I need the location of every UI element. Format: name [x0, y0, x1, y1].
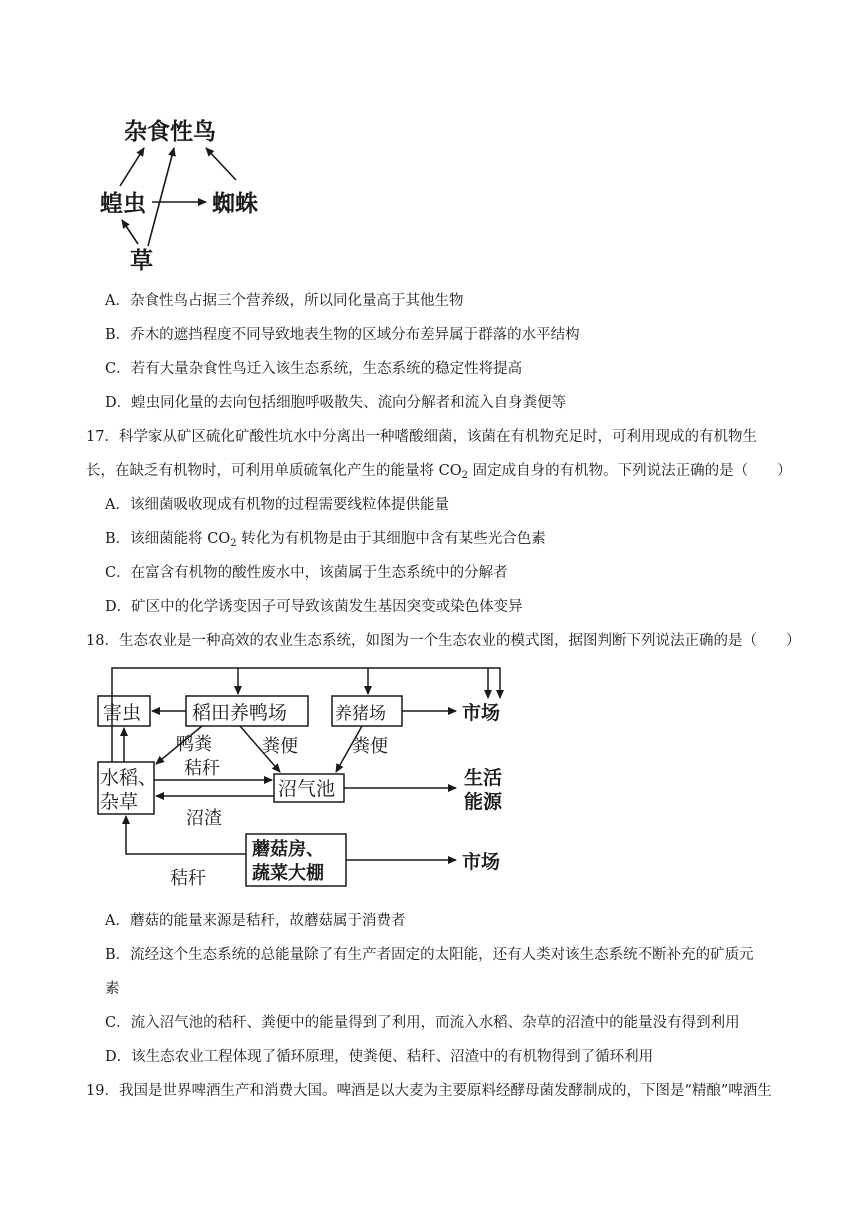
label-energy-2: 能源: [464, 791, 503, 813]
arrow-rice-top-rail: [112, 668, 500, 762]
q16-option-a: A．杂食性鸟占据三个营养级，所以同化量高于其他生物: [105, 293, 464, 309]
label-dung-2: 粪便: [352, 736, 388, 757]
q18-stem: 18．生态农业是一种高效的农业生态系统，如图为一个生态农业的模式图，据图判断下列说法正确的是（ ）: [86, 633, 801, 649]
arrow-grass-locust: [122, 220, 138, 244]
label-rice-2: 杂草: [100, 791, 139, 813]
label-dung-1: 粪便: [262, 736, 298, 757]
q18-option-d: D．该生态农业工程体现了循环原理，使粪便、秸秆、沼渣中的有机物得到了循环利用: [105, 1049, 654, 1065]
label-residue: 沼渣: [186, 808, 222, 829]
label-straw-2: 秸秆: [170, 868, 206, 889]
arrow-locust-bird: [120, 148, 144, 186]
label-market-2: 市场: [462, 851, 501, 873]
food-web-diagram: [100, 108, 280, 278]
label-duck-dung: 鸭粪: [176, 734, 212, 755]
q18-option-b-line2: 素: [105, 981, 120, 997]
q17-stem-line1: 17．科学家从矿区硫化矿酸性坑水中分离出一种嗜酸细菌，该菌在有机物充足时，可利用现成的有机物生: [86, 429, 757, 445]
label-mushroom-2: 蔬菜大棚: [252, 863, 324, 884]
food-web-spider: 蜘蛛: [212, 191, 258, 217]
food-web-grass: 草: [130, 248, 153, 274]
arrow-grass-bird: [148, 148, 174, 246]
q16-option-c: C．若有大量杂食性鸟迁入该生态系统，生态系统的稳定性将提高: [105, 361, 523, 377]
food-web-bird: 杂食性鸟: [124, 119, 216, 145]
eco-agriculture-diagram: [90, 658, 530, 898]
food-web-locust: 蝗虫: [100, 191, 146, 217]
label-pig-farm: 养猪场: [335, 704, 386, 724]
label-energy-1: 生活: [464, 767, 503, 789]
label-market-1: 市场: [462, 702, 501, 724]
q17-option-a: A．该细菌吸收现成有机物的过程需要线粒体提供能量: [105, 497, 449, 513]
q17-option-c: C．在富含有机物的酸性废水中，该菌属于生态系统中的分解者: [105, 565, 508, 581]
q16-option-b: B．乔木的遮挡程度不同导致地表生物的区域分布差异属于群落的水平结构: [105, 327, 580, 343]
q16-option-d: D．蝗虫同化量的去向包括细胞呼吸散失、流向分解者和流入自身粪便等: [105, 395, 567, 411]
q19-stem-line1: 19．我国是世界啤酒生产和消费大国。啤酒是以大麦为主要原料经酵母菌发酵制成的，下图是“精酿”啤酒生: [86, 1083, 772, 1099]
q17-option-d: D．矿区中的化学诱变因子可导致该菌发生基因突变或染色体变异: [105, 599, 523, 615]
label-straw-1: 秸秆: [184, 758, 220, 779]
q18-option-c: C．流入沼气池的秸秆、粪便中的能量得到了利用，而流入水稻、杂草的沼渣中的能量没有得到利用: [105, 1015, 740, 1031]
label-rice-1: 水稻、: [100, 767, 158, 789]
label-pest: 害虫: [103, 702, 142, 724]
q18-option-a: A．蘑菇的能量来源是秸秆，故蘑菇属于消费者: [105, 913, 406, 929]
label-duck-farm: 稻田养鸭场: [192, 702, 288, 724]
q17-option-b: B．该细菌能将 $CO_2$ 转化为有机物是由于其细胞中含有某些光合色素: [105, 531, 546, 549]
arrow-spider-bird: [206, 148, 236, 180]
q17-stem-line2: 长，在缺乏有机物时，可利用单质硫氧化产生的能量将 $CO_2$ 固定成自身的有机物。下列说法正确的是（ ）: [86, 463, 792, 481]
label-biogas: 沼气池: [278, 778, 336, 800]
label-mushroom-1: 蘑菇房、: [252, 839, 324, 860]
q18-option-b-line1: B．流经这个生态系统的总能量除了有生产者固定的太阳能，还有人类对该生态系统不断补充的矿质元: [105, 947, 754, 963]
